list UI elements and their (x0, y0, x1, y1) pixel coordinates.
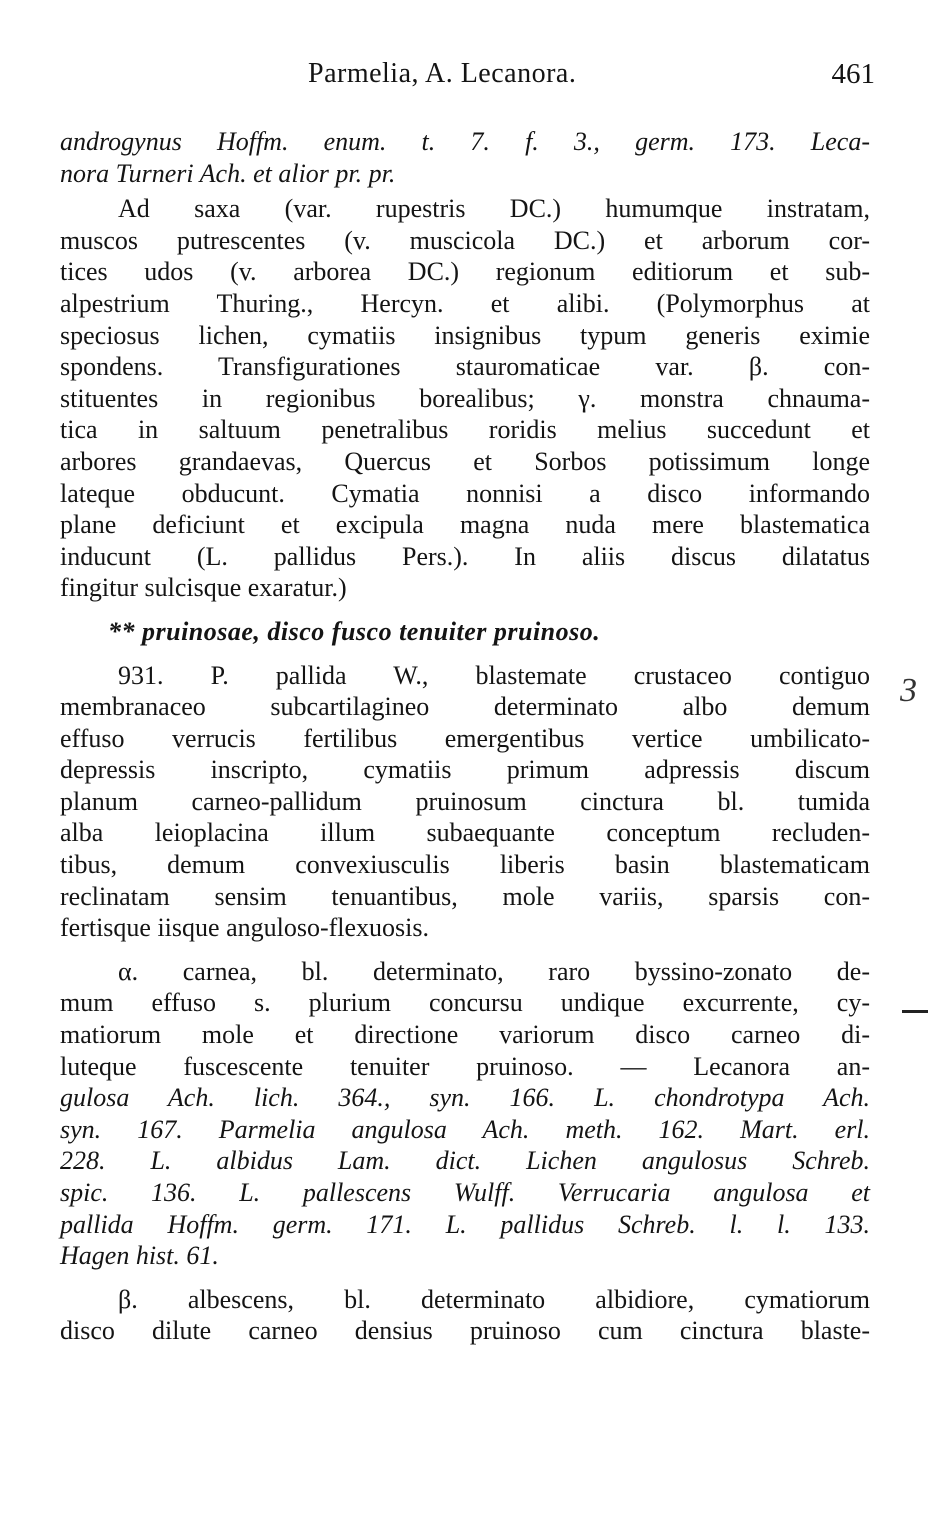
text-line: tica in saltuum penetralibus roridis melius succedunt et (60, 415, 870, 445)
text-line: tices udos (v. arborea DC.) regionum editiorum et sub- (60, 257, 870, 287)
text-line: alpestrium Thuring., Hercyn. et alibi. (Polymorphus at (60, 288, 870, 318)
text-line: mum effuso s. plurium concursu undique excurrente, cy- (60, 988, 870, 1018)
text-line: tibus, demum convexiusculis liberis basin blastematicam (60, 850, 870, 880)
text-line: planum carneo-pallidum pruinosum cinctura bl. tumida (60, 786, 870, 816)
text-line: 228. L. albidus Lam. dict. Lichen angulosus Schreb. (60, 1146, 870, 1176)
text-line: syn. 167. Parmelia angulosa Ach. meth. 162. Mart. erl. (60, 1114, 870, 1144)
paragraph-variety-beta (60, 1284, 870, 1347)
text-line: pallida Hoffm. germ. 171. L. pallidus Schreb. l. l. 133. (60, 1209, 870, 1239)
text-line: Hagen hist. 61. (60, 1241, 219, 1271)
text-line: fertisque iisque anguloso-flexuosis. (60, 913, 429, 943)
text-line: speciosus lichen, cymatiis insignibus typum generis eximie (60, 320, 870, 350)
text-line: α. carnea, bl. determinato, raro byssino-zonato de- (118, 956, 870, 986)
text-line: plane deficiunt et excipula magna nuda mere blastematica (60, 510, 870, 540)
page-number: 461 (831, 58, 875, 90)
text-line: androgynus Hoffm. enum. t. 7. f. 3., germ. 173. Leca- (60, 127, 870, 156)
text-line: spondens. Transfigurationes stauromaticae var. β. con- (60, 352, 870, 382)
text-line: alba leioplacina illum subaequante conceptum recluden- (60, 818, 870, 848)
paragraph-variety-alpha (60, 956, 870, 1272)
text-line: muscos putrescentes (v. muscicola DC.) et arborum cor- (60, 225, 870, 255)
text-line: membranaceo subcartilagineo determinato albo demum (60, 692, 870, 722)
paragraph-species-931 (60, 660, 870, 944)
margin-dash-mark (902, 1010, 928, 1013)
text-line: inducunt (L. pallidus Pers.). In aliis discus dilatatus (60, 541, 870, 571)
text-line: 931. P. pallida W., blastemate crustaceo contiguo (118, 660, 870, 690)
text-line: depressis inscripto, cymatiis primum adpressis discum (60, 755, 870, 785)
text-line: stituentes in regionibus borealibus; γ. monstra chnauma- (60, 383, 870, 413)
text-line: Ad saxa (var. rupestris DC.) humumque instratam, (118, 194, 870, 224)
section-heading: ** pruinosae, disco fusco tenuiter pruinoso. (108, 616, 601, 646)
text-line: nora Turneri Ach. et alior pr. pr. (60, 158, 396, 188)
paragraph-habitat (60, 193, 870, 604)
main-text (60, 126, 870, 1347)
text-line: effuso verrucis fertilibus emergentibus vertice umbilicato- (60, 723, 870, 753)
text-line: spic. 136. L. pallescens Wulff. Verrucaria angulosa et (60, 1178, 870, 1207)
text-line: gulosa Ach. lich. 364., syn. 166. L. chondrotypa Ach. (60, 1083, 870, 1113)
text-line: fingitur sulcisque exaratur.) (60, 573, 347, 603)
running-head: Parmelia, A. Lecanora. (308, 58, 577, 89)
text-line: disco dilute carneo densius pruinoso cum cinctura blaste- (60, 1316, 870, 1346)
text-line: reclinatam sensim tenuantibus, mole variis, sparsis con- (60, 881, 870, 911)
page-header (60, 58, 875, 98)
text-line: arbores grandaevas, Quercus et Sorbos potissimum longe (60, 446, 870, 476)
text-line: lateque obducunt. Cymatia nonnisi a disco informando (60, 478, 870, 508)
text-line: luteque fuscescente tenuiter pruinoso. — Lecanora an- (60, 1051, 870, 1081)
paragraph-continuation (60, 126, 870, 189)
margin-handwritten-mark: 3 (900, 672, 917, 709)
text-line: matiorum mole et directione variorum disco carneo di- (60, 1020, 870, 1050)
text-line: β. albescens, bl. determinato albidiore, cymatiorum (118, 1284, 870, 1314)
